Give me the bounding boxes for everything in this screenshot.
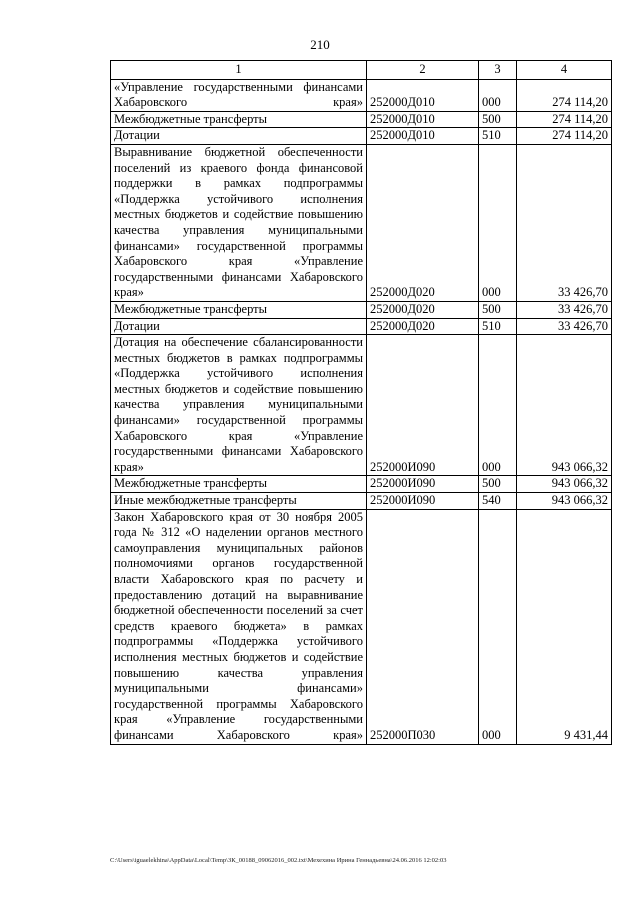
row-name-cell: «Управление государственными финансами Хабаровского края» <box>111 79 367 111</box>
row-amount-cell: 33 426,70 <box>517 318 612 335</box>
row-amount-cell: 33 426,70 <box>517 301 612 318</box>
row-amount-cell: 943 066,32 <box>517 476 612 493</box>
budget-table <box>110 60 612 745</box>
column-header-name: 1 <box>111 61 367 80</box>
row-code-cell: 252000И090 <box>367 335 479 476</box>
row-name-cell: Дотации <box>111 318 367 335</box>
row-type-cell: 500 <box>479 111 517 128</box>
row-code-cell: 252000Д010 <box>367 128 479 145</box>
row-type-cell: 500 <box>479 301 517 318</box>
row-amount-cell: 33 426,70 <box>517 144 612 301</box>
row-name-cell: Дотация на обеспечение сбалансированности местных бюджетов в рамках подпрограммы «Поддержка устойчивого исполнения местных бюджетов и содействие повышению качества управления муниципальными финансами» государственной программы Хабаровского края «Управление государственными финансами Хабаровского края» <box>111 335 367 476</box>
row-type-cell: 510 <box>479 318 517 335</box>
table-row <box>111 144 612 301</box>
row-type-cell: 540 <box>479 493 517 510</box>
file-path-footer: C:\Users\iguaelekhina\AppData\Local\Temp\ЗК_00188_09062016_002.txt\Мехехина Ирина Геннадьевна\24.06.2016 12:02:03 <box>110 857 447 864</box>
row-type-cell: 000 <box>479 144 517 301</box>
row-name-cell: Закон Хабаровского края от 30 ноября 2005 года № 312 «О наделении органов местного самоуправления муниципальных районов полномочиями органов государственной власти Хабаровского края по расчету и предоставлению дотаций на выравнивание бюджетной обеспеченности поселений за счет средств краевого бюджета» в рамках подпрограммы «Поддержка устойчивого исполнения местных бюджетов и содействие повышению качества управления муниципальными финансами» государственной программы Хабаровского края «Управление государственными финансами Хабаровского края» <box>111 509 367 744</box>
row-code-cell: 252000И090 <box>367 476 479 493</box>
row-type-cell: 500 <box>479 476 517 493</box>
row-amount-cell: 9 431,44 <box>517 509 612 744</box>
table-row <box>111 476 612 493</box>
table-row <box>111 335 612 476</box>
row-amount-cell: 274 114,20 <box>517 111 612 128</box>
row-amount-cell: 274 114,20 <box>517 128 612 145</box>
row-code-cell: 252000Д010 <box>367 79 479 111</box>
row-code-cell: 252000Д020 <box>367 318 479 335</box>
column-header-amount: 4 <box>517 61 612 80</box>
table-row <box>111 301 612 318</box>
row-name-cell: Выравнивание бюджетной обеспеченности поселений из краевого фонда финансовой поддержки в рамках подпрограммы «Поддержка устойчивого исполнения местных бюджетов и содействие повышению качества управления муниципальными финансами» государственной программы Хабаровского края «Управление государственными финансами Хабаровского края» <box>111 144 367 301</box>
row-code-cell: 252000И090 <box>367 493 479 510</box>
table-row <box>111 318 612 335</box>
row-type-cell: 510 <box>479 128 517 145</box>
row-amount-cell: 943 066,32 <box>517 335 612 476</box>
table-row <box>111 79 612 111</box>
row-name-cell: Иные межбюджетные трансферты <box>111 493 367 510</box>
table-row <box>111 509 612 744</box>
row-code-cell: 252000Д020 <box>367 301 479 318</box>
row-type-cell: 000 <box>479 79 517 111</box>
table-row <box>111 111 612 128</box>
table-header-row <box>111 61 612 80</box>
row-name-cell: Межбюджетные трансферты <box>111 476 367 493</box>
table-row <box>111 128 612 145</box>
page-number: 210 <box>310 37 330 52</box>
row-code-cell: 252000Д010 <box>367 111 479 128</box>
row-amount-cell: 943 066,32 <box>517 493 612 510</box>
row-name-cell: Межбюджетные трансферты <box>111 301 367 318</box>
row-name-cell: Дотации <box>111 128 367 145</box>
column-header-code: 2 <box>367 61 479 80</box>
row-amount-cell: 274 114,20 <box>517 79 612 111</box>
column-header-type: 3 <box>479 61 517 80</box>
row-code-cell: 252000П030 <box>367 509 479 744</box>
row-type-cell: 000 <box>479 509 517 744</box>
row-type-cell: 000 <box>479 335 517 476</box>
table-row <box>111 493 612 510</box>
row-name-cell: Межбюджетные трансферты <box>111 111 367 128</box>
row-code-cell: 252000Д020 <box>367 144 479 301</box>
